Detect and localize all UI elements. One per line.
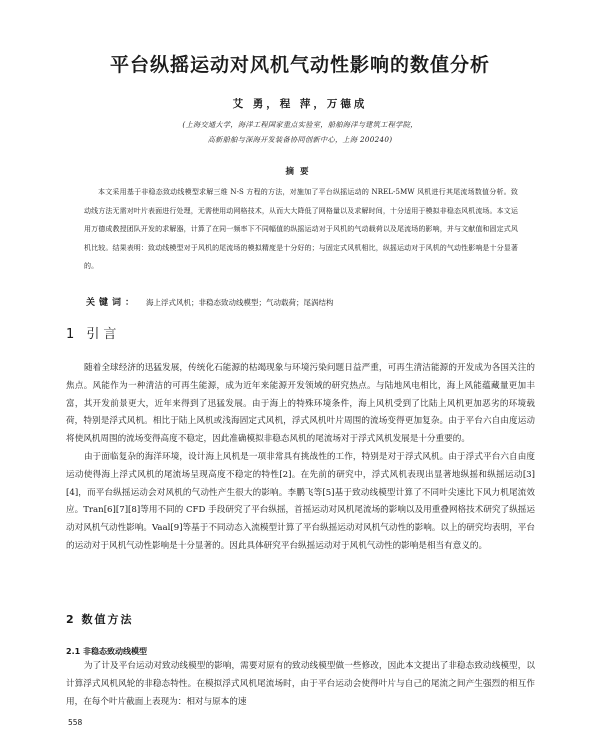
section-2-heading: 2 数值方法 (66, 613, 134, 626)
subsection-2-1-heading: 2.1 非稳态致动线模型 (66, 647, 147, 656)
body-paragraph: 由于面临复杂的海洋环境，设计海上风机是一项非常具有挑战性的工作，特别是对于浮式风机。由于浮式平台六自由度运动使得海上浮式风机的尾流场呈现高度不稳定的特性[2]。在先前的研究中，浮式风机表现出显著地纵摇和纵摇运动[3][4]，而平台纵摇运动会对风机的气动性产生很大的影响。李鹏飞等[5]基于致动线模型计算了不同叶尖速比下风力机尾流效应。Tran[6][7][8]等用不同的 CFD 手段研究了平台纵摇，首摇运动对风机尾流场的影响以及用重叠网格技术研究了纵摇运动对风机气动性影响。Vaal[9]等基于不同动态入流模型计算了平台纵摇运动对风机气动性的影响。以上的研究均表明，平台的运动对于风机气动性影响是十分显著的。因此具体研究平台纵摇运动对于风机气动性的影响是相当有意义的。 (66, 451, 535, 551)
section-1-body (66, 360, 535, 556)
affiliation-line-2: 高新船舶与深海开发装备协同创新中心，上海 200240) (207, 135, 393, 144)
paper-title: 平台纵摇运动对风机气动性影响的数值分析 (109, 54, 490, 76)
abstract-body: 本文采用基于非稳态致动线模型求解三维 N-S 方程的方法，对施加了平台纵摇运动的 NREL-5MW 风机进行其尾流场数值分析。致动线方法无需对叶片表面进行处理，无需使用动网格技术，从而大大降低了网格量以及求解时间，十分适用于模拟非稳态风机流场。本文运用万德成教授团队开发的求解器，计算了在同一频率下不同幅值的纵摇运动对于风机的气动载荷以及尾流场的影响，并与文献值和固定式风机比较。结果表明：致动线模型对于风机的尾流场的模拟精度是十分好的；与固定式风机相比，纵摇运动对于风机的气动性影响是十分显著的。 (84, 188, 518, 271)
keywords-label: 关键词： (86, 298, 139, 308)
keywords-text: 海上浮式风机；非稳态致动线模型；气动载荷；尾涡结构 (146, 298, 334, 307)
body-paragraph: 随着全球经济的迅猛发展，传统化石能源的枯竭现象与环境污染问题日益严重，可再生清洁能源的开发成为各国关注的焦点。风能作为一种清洁的可再生能源，成为近年来能源开发领域的研究热点。与陆地风电相比，海上风能蕴藏量更加丰富，其开发前景更大，近年来得到了迅猛发展。由于海上的特殊环境条件，海上风机受到了比陆上风机更加恶劣的环境载荷，特别是浮式风机。相比于陆上风机或浅海固定式风机，浮式风机叶片周围的流场变得更加复杂。由于平台六自由度运动将使风机周围的流场变得高度不稳定，因此准确模拟非稳态风机的尾流场对于浮式风机发展是十分重要的。 (66, 363, 535, 445)
page-number: 558 (68, 718, 83, 727)
keywords (86, 295, 526, 308)
section-2-body (66, 658, 535, 711)
affiliation-line-1: (上海交通大学，海洋工程国家重点实验室，船舶海洋与建筑工程学院， (182, 120, 418, 129)
abstract-heading: 摘要 (285, 167, 315, 177)
section-1-heading: 1 引言 (66, 327, 121, 342)
body-paragraph: 为了计及平台运动对致动线模型的影响，需要对原有的致动线模型做一些修改，因此本文提出了非稳态致动线模型，以计算浮式风机风轮的非稳态特性。在模拟浮式风机尾流场时，由于平台运动会使得叶片与自己的尾流之间产生强烈的相互作用，在每个叶片截面上表现为：相对与原本的速 (66, 661, 535, 707)
author-list: 艾 勇，程 萍，万德成 (232, 98, 368, 110)
